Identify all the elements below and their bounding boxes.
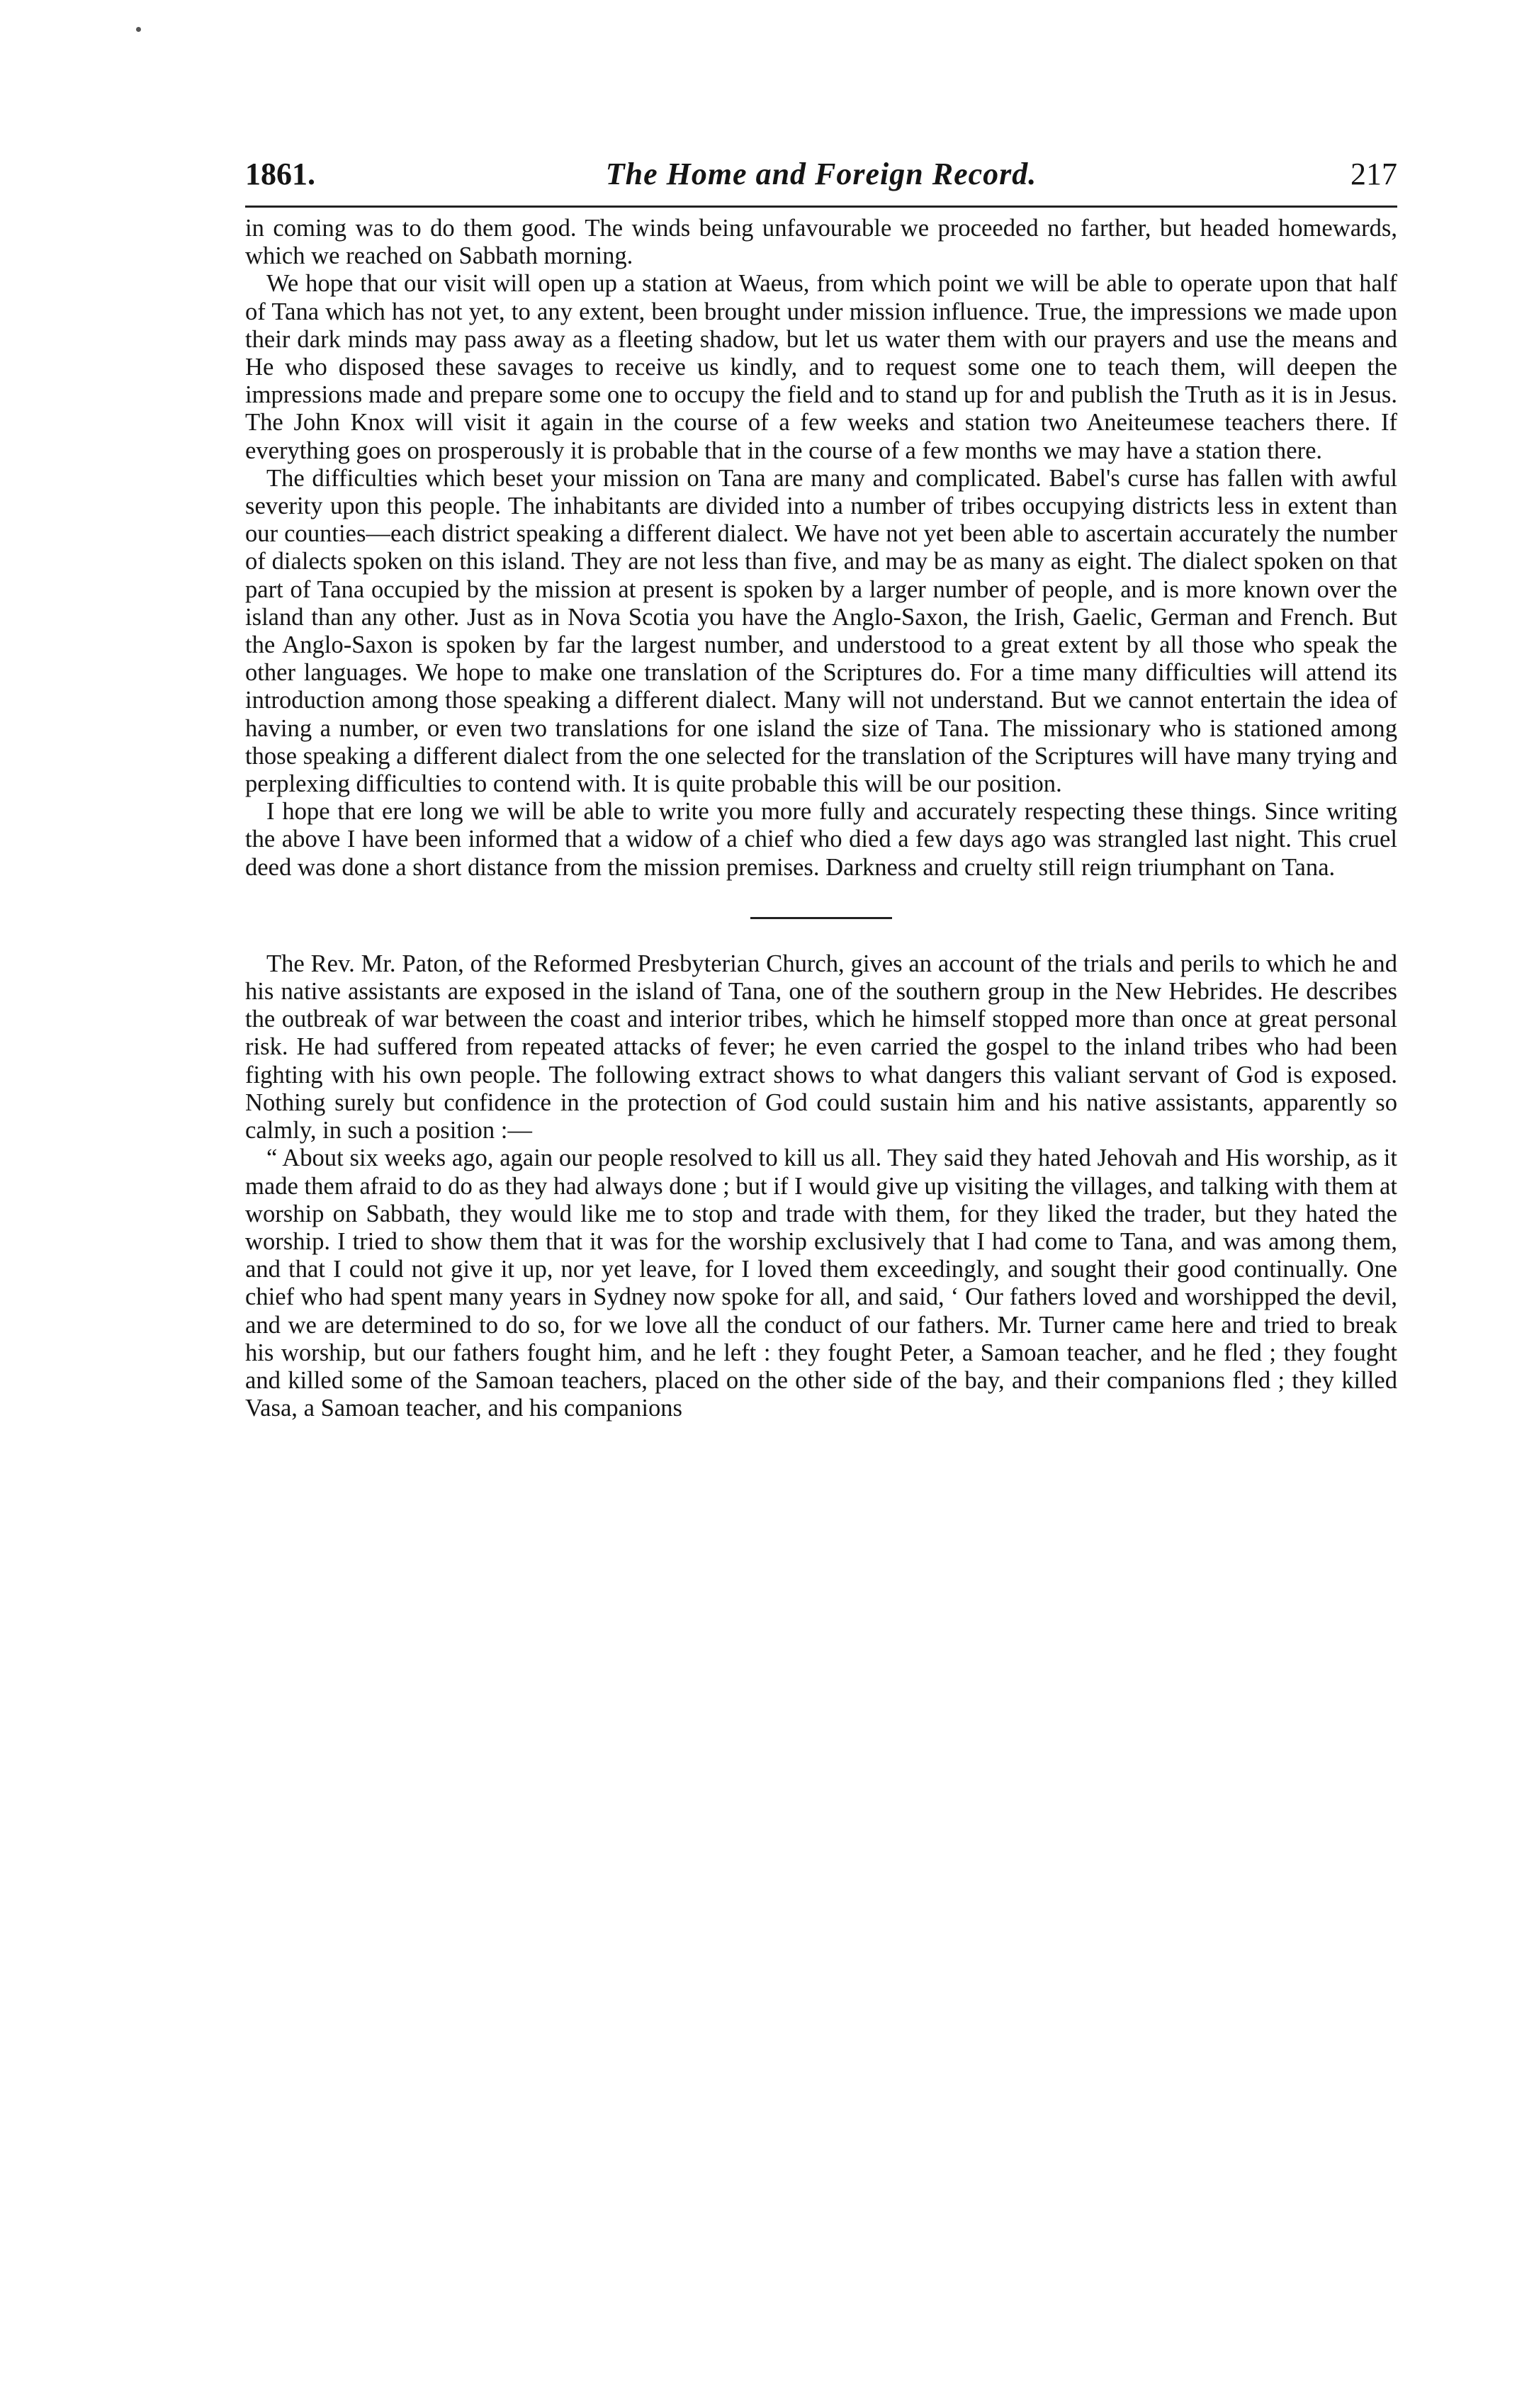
page-number: 217 [1350,157,1397,191]
running-head-year: 1861. [245,157,315,191]
page [245,154,1397,1422]
section-divider [750,917,892,919]
running-head [245,154,1397,194]
paton-account-section [245,950,1397,1422]
article-body [245,215,1397,1422]
quoted-paragraph: “ About six weeks ago, again our people resolved to kill us all. They said they hated Jehovah and His worship, as it made them afraid to do as they had always done ; but if I would give up visiting the villages, and talking with them at worship on Sabbath, they would like me to stop and trade with them, for they liked the trader, but they hated the worship. I tried to show them that it was for the worship exclusively that I had come to Tana, and was among them, and that I could not give it up, nor yet leave, for I loved them exceedingly, and sought their good continually. One chief who had spent many years in Sydney now spoke for all, and said, ‘ Our fathers loved and worshipped the devil, and we are determined to do so, for we love all the conduct of our fathers. Mr. Turner came here and tried to break his worship, but our fathers fought him, and he left : they fought Peter, a Samoan teacher, and he fled ; they fought and killed some of the Samoan teachers, placed on the other side of the bay, and their companions fled ; they killed Vasa, a Samoan teacher, and his companions [245,1144,1397,1422]
print-speck [136,27,141,32]
paragraph: The Rev. Mr. Paton, of the Reformed Presbyterian Church, gives an account of the trials and perils to which he and his native assistants are exposed in the island of Tana, one of the southern group in the New Hebrides. He describes the outbreak of war between the coast and interior tribes, which he himself stopped more than once at great personal risk. He had suffered from repeated attacks of fever; he even carried the gospel to the inland tribes who had been fighting with his own people. The following extract shows to what dangers this valiant servant of God is exposed. Nothing surely but confidence in the protection of God could sustain him and his native assistants, apparently so calmly, in such a position :— [245,950,1397,1144]
running-head-title: The Home and Foreign Record. [605,157,1037,191]
paragraph-continued: in coming was to do them good. The winds being unfavourable we proceeded no farther, but headed homewards, which we reached on Sabbath morning. [245,215,1397,270]
paragraph: We hope that our visit will open up a station at Waeus, from which point we will be able to operate upon that half of Tana which has not yet, to any extent, been brought under mission influence. True, the impressions we made upon their dark minds may pass away as a fleeting shadow, but let us water them with our prayers and use the means and He who disposed these savages to receive us kindly, and to request some one to teach them, will deepen the impressions made and prepare some one to occupy the field and to stand up for and publish the Truth as it is in Jesus. The John Knox will visit it again in the course of a few weeks and station two Aneiteumese teachers there. If everything goes on prosperously it is probable that in the course of a few months we may have a station there. [245,270,1397,464]
paragraph: I hope that ere long we will be able to write you more fully and accurately respecting these things. Since writing the above I have been informed that a widow of a chief who died a few days ago was strangled last night. This cruel deed was done a short distance from the mission premises. Darkness and cruelty still reign triumphant on Tana. [245,798,1397,881]
header-rule [245,206,1397,208]
paragraph: The difficulties which beset your mission on Tana are many and complicated. Babel's curse has fallen with awful severity upon this people. The inhabitants are divided into a number of tribes occupying districts less in extent than our counties—each district speaking a different dialect. We have not yet been able to ascertain accurately the number of dialects spoken on this island. They are not less than five, and may be as many as eight. The dialect spoken on that part of Tana occupied by the mission at present is spoken by a larger number of people, and is more known over the island than any other. Just as in Nova Scotia you have the Anglo-Saxon, the Irish, Gaelic, German and French. But the Anglo-Saxon is spoken by far the largest number, and understood to a great extent by all those who speak the other languages. We hope to make one translation of the Scriptures do. For a time many difficulties will attend its introduction among those speaking a different dialect. Many will not understand. But we cannot entertain the idea of having a number, or even two translations for one island the size of Tana. The missionary who is stationed among those speaking a different dialect from the one selected for the translation of the Scriptures will have many trying and perplexing difficulties to contend with. It is quite probable this will be our position. [245,464,1397,798]
